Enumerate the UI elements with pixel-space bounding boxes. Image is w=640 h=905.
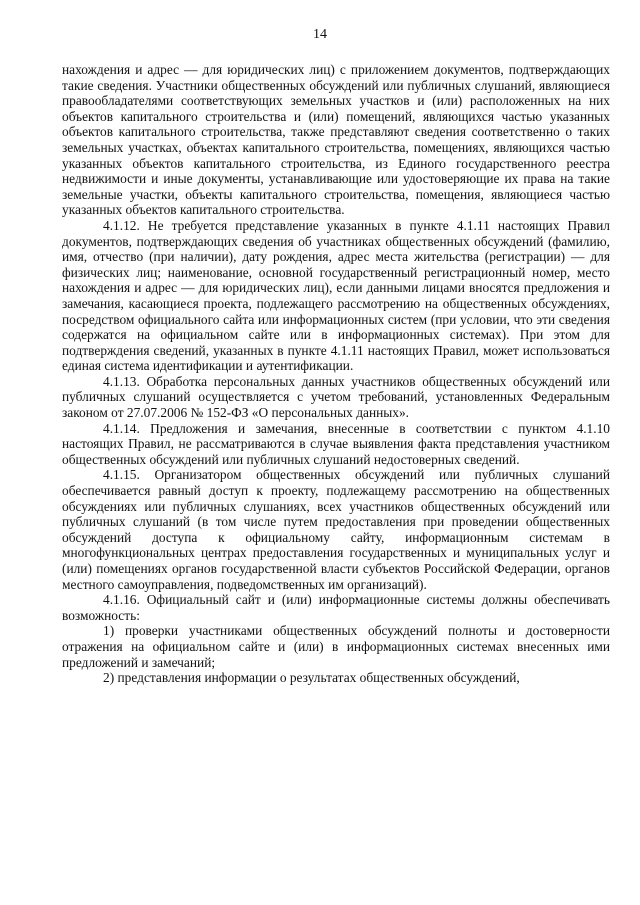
paragraph-4-1-14: 4.1.14. Предложения и замечания, внесенные в соответствии с пунктом 4.1.10 настоящих Правил, не рассматриваются в случае выявления факта представления участником общественных обсуждений или публичных слушаний недостоверных сведений. xyxy=(62,420,610,467)
paragraph-4-1-12: 4.1.12. Не требуется представление указанных в пункте 4.1.11 настоящих Правил документов, подтверждающих сведения об участниках общественных обсуждений (фамилию, имя, отчество (при наличии), дату рождения, адрес места жительства (регистрации) — для физических лиц; наименование, основной государственный регистрационный номер, место нахождения и адрес — для юридических лиц), если данными лицами вносятся предложения и замечания, касающиеся проекта, подлежащего рассмотрению на общественных обсуждениях, посредством официального сайта или информационных систем (при условии, что эти сведения содержатся на официальном сайте или в информационных системах). При этом для подтверждения сведений, указанных в пункте 4.1.11 настоящих Правил, может использоваться единая система идентификации и аутентификации. xyxy=(62,217,610,374)
paragraph-4-1-15: 4.1.15. Организатором общественных обсуждений или публичных слушаний обеспечивается равный доступ к проекту, подлежащему рассмотрению на общественных обсуждениях или публичных слушаниях, всех участников общественных обсуждений или публичных слушаний (в том числе путем предоставления при проведении общественных обсуждений доступа к официальному сайту, информационным системам в многофункциональных центрах предоставления государственных и муниципальных услуг и (или) помещениях органов государственной власти субъектов Российской Федерации, органов местного самоуправления, подведомственных им организаций). xyxy=(62,467,610,592)
paragraph-4-1-16: 4.1.16. Официальный сайт и (или) информационные системы должны обеспечивать возможность: xyxy=(62,592,610,623)
paragraph-4-1-13: 4.1.13. Обработка персональных данных участников общественных обсуждений или публичных слушаний осуществляется с учетом требований, установленных Федеральным законом от 27.07.2006 № 152-ФЗ «О персональных данных». xyxy=(62,373,610,421)
document-body xyxy=(62,62,610,686)
list-item-1: 1) проверки участниками общественных обсуждений полноты и достоверности отражения на официальном сайте и (или) в информационных системах внесенных ими предложений и замечаний; xyxy=(62,623,610,670)
page-number: 14 xyxy=(313,27,327,42)
list-item-2: 2) представления информации о результатах общественных обсуждений, xyxy=(103,670,520,686)
paragraph: нахождения и адрес — для юридических лиц) с приложением документов, подтверждающих такие сведения. Участники общественных обсуждений или публичных слушаний, являющиеся правообладателями соответствующих земельных участков и (или) расположенных на них объектов капитального строительства и (или) помещений, являющихся частью указанных объектов капитального строительства, также представляют сведения соответственно о таких земельных участках, объектах капитального строительства, помещениях, являющихся частью указанных объектов капитального строительства, из Единого государственного реестра недвижимости и иные документы, устанавливающие или удостоверяющие их права на такие земельные участки, объекты капитального строительства, помещения, являющиеся частью указанных объектов капитального строительства. xyxy=(62,62,610,218)
